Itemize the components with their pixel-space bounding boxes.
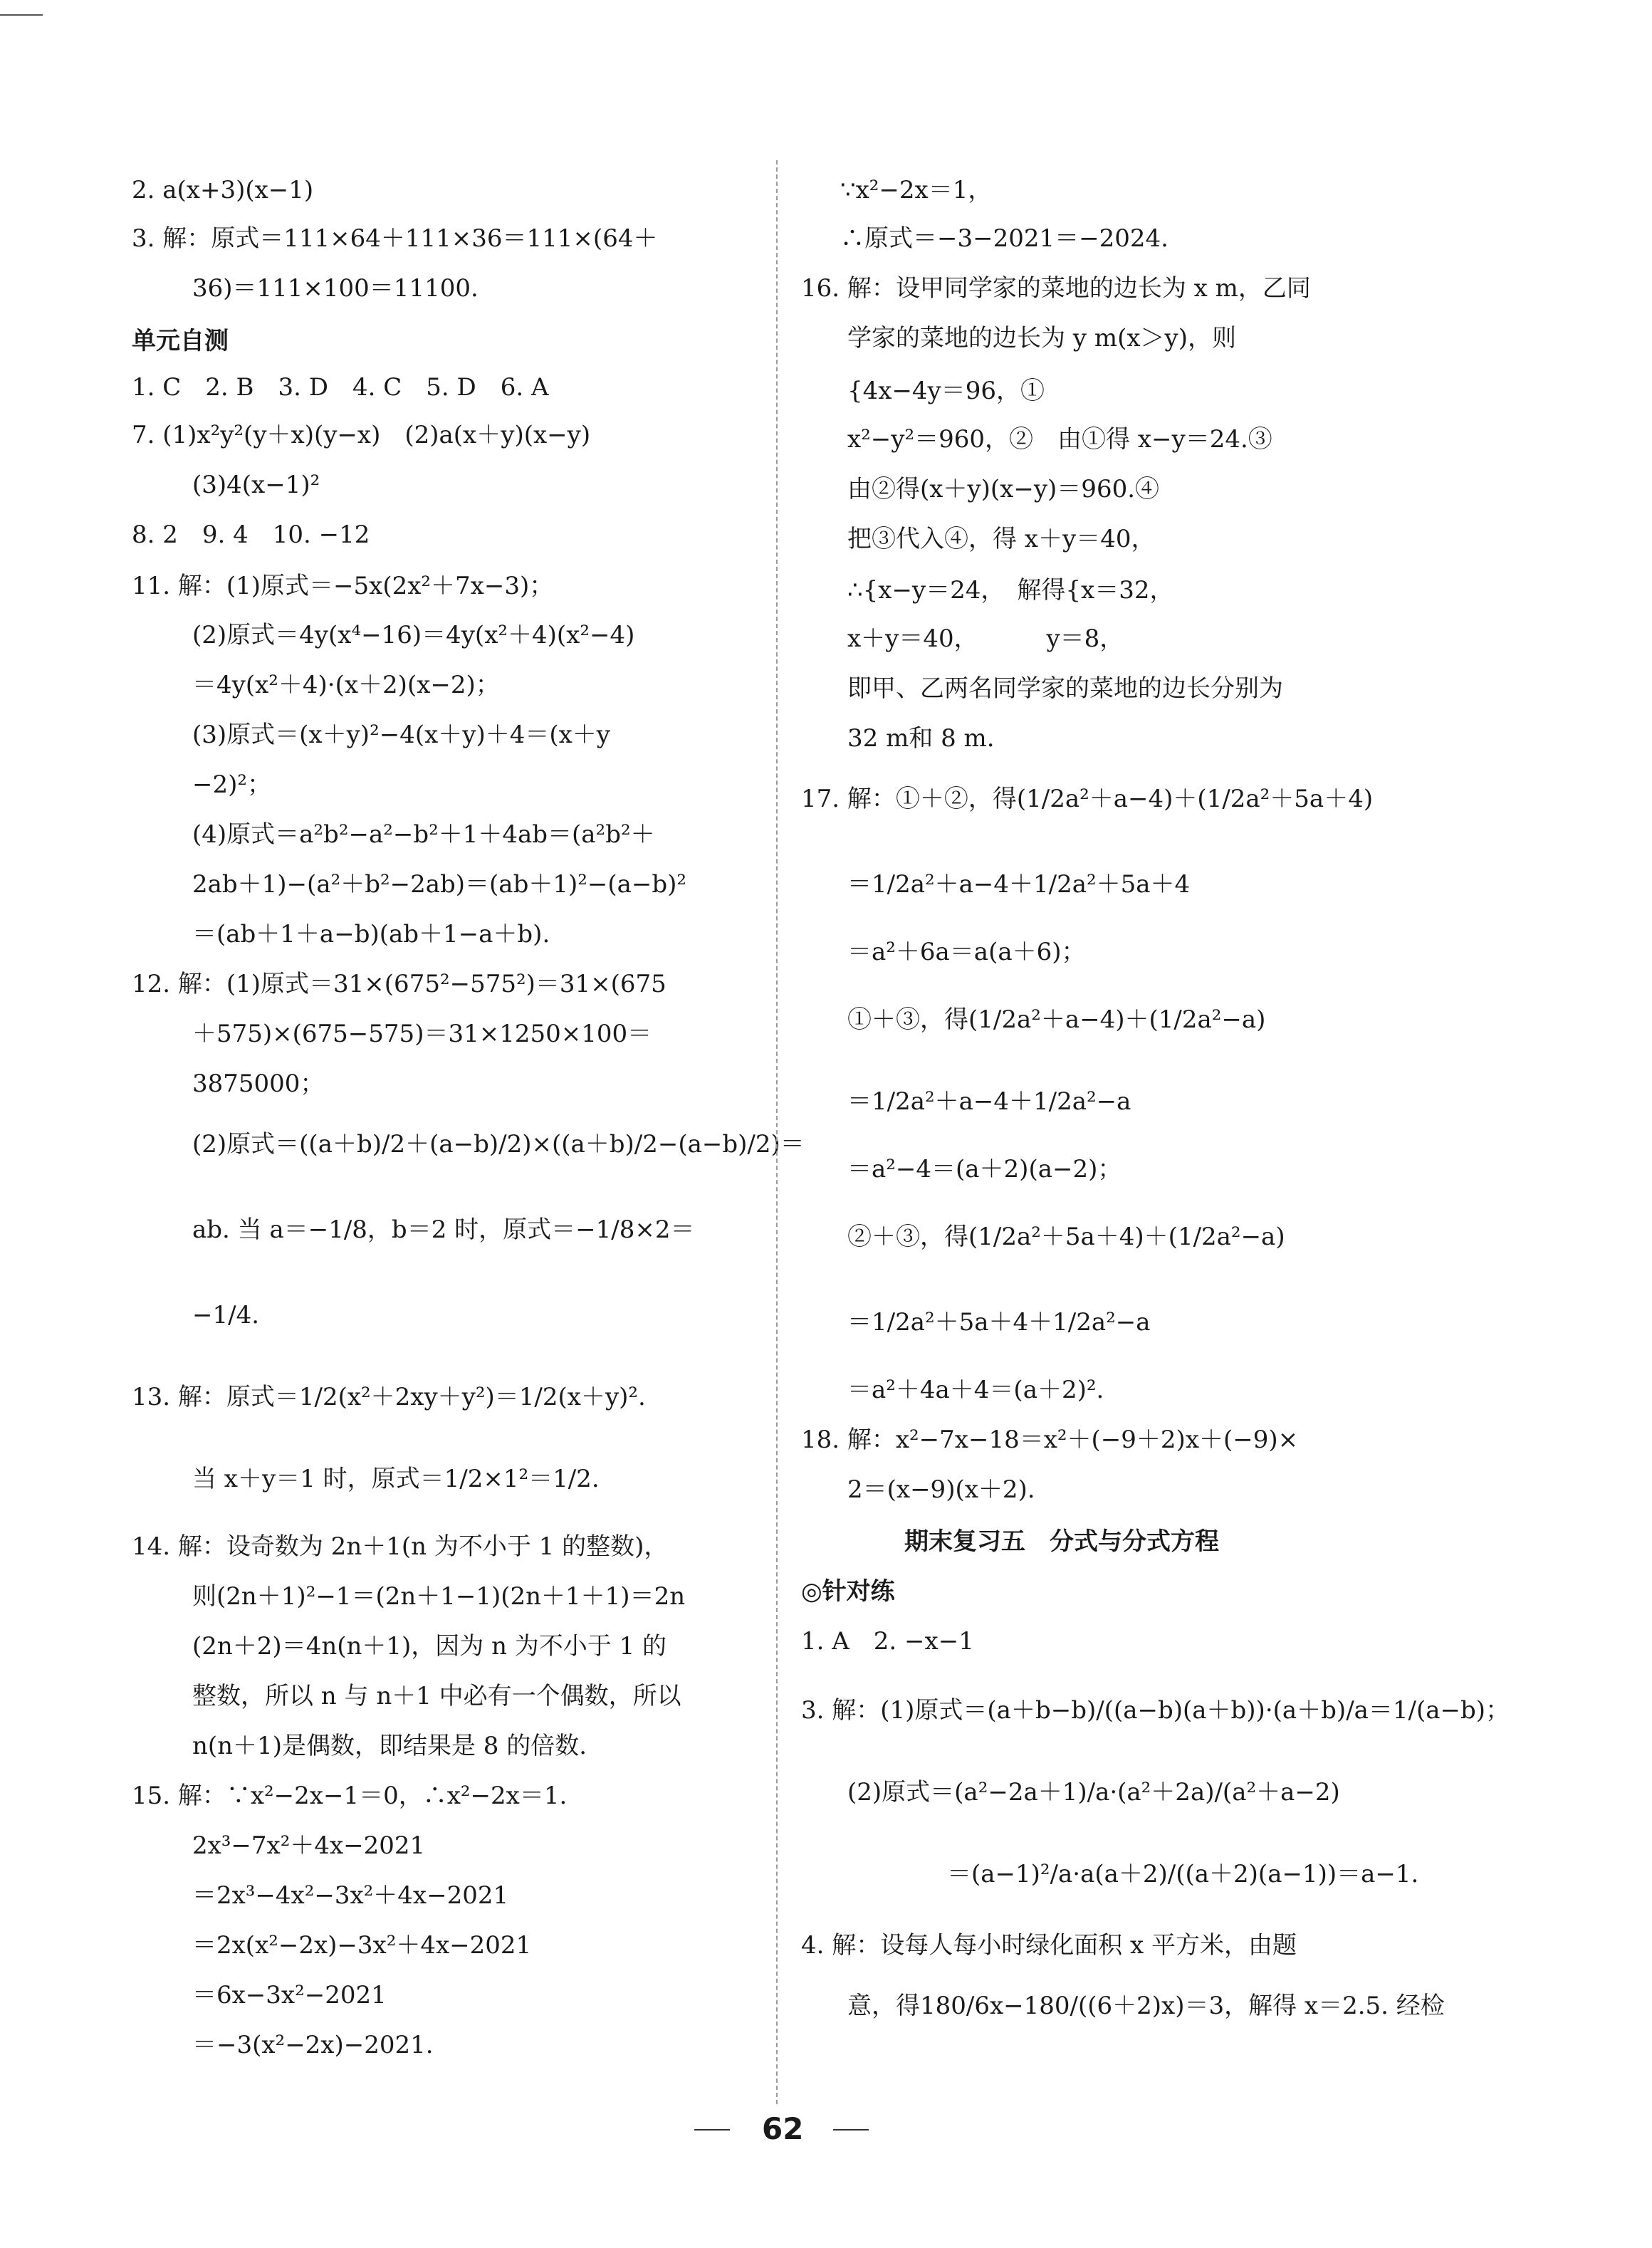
page-number: 62	[762, 2111, 804, 2146]
left-line: 整数，所以 n 与 n＋1 中必有一个偶数，所以	[192, 1682, 681, 1710]
right-line: 学家的菜地的边长为 y m(x＞y)，则	[847, 324, 1236, 352]
right-line: x＋y＝40， y＝8，	[847, 624, 1124, 653]
left-line: (2n＋2)＝4n(n＋1)，因为 n 为不小于 1 的	[192, 1632, 667, 1661]
left-line: (2)原式＝((a＋b)/2＋(a−b)/2)×((a＋b)/2−(a−b)/2)＝	[192, 1130, 805, 1159]
left-line: 3. 解：原式＝111×64＋111×36＝111×(64＋	[132, 224, 658, 253]
left-line: 36)＝111×100＝11100.	[192, 274, 479, 303]
right-line: 2＝(x−9)(x＋2).	[847, 1475, 1035, 1504]
left-line: 2x³−7x²＋4x−2021	[192, 1831, 426, 1860]
left-line: 2ab＋1)−(a²＋b²−2ab)＝(ab＋1)²−(a−b)²	[192, 870, 687, 899]
left-line: (3)4(x−1)²	[192, 471, 320, 499]
left-line: ＝4y(x²＋4)·(x＋2)(x−2)；	[192, 671, 500, 699]
right-line: 18. 解：x²−7x−18＝x²＋(−9＋2)x＋(−9)×	[801, 1426, 1299, 1454]
left-line: ＝(ab＋1＋a−b)(ab＋1−a＋b).	[192, 920, 550, 948]
left-line: ＝−3(x²−2x)−2021.	[192, 2031, 434, 2059]
left-line: ＋575)×(675−575)＝31×1250×100＝	[192, 1020, 652, 1048]
left-line: 当 x＋y＝1 时，原式＝1/2×1²＝1/2.	[192, 1465, 600, 1493]
right-line: ②＋③，得(1/2a²＋5a＋4)＋(1/2a²−a)	[847, 1223, 1285, 1251]
right-line: x²−y²＝960，② 由①得 x−y＝24.③	[847, 425, 1272, 454]
left-line: 2. a(x+3)(x−1)	[132, 176, 314, 204]
right-line: ＝a²＋4a＋4＝(a＋2)².	[847, 1376, 1104, 1404]
left-line: 8. 2 9. 4 10. −12	[132, 521, 370, 549]
left-line: 11. 解：(1)原式＝−5x(2x²＋7x−3)；	[132, 572, 554, 600]
left-line: −2)²；	[192, 770, 272, 799]
right-line: 期末复习五 分式与分式方程	[904, 1527, 1219, 1556]
left-line: (2)原式＝4y(x⁴−16)＝4y(x²＋4)(x²−4)	[192, 621, 635, 649]
right-line: ∵x²−2x＝1，	[840, 176, 993, 204]
right-line: ＝a²−4＝(a＋2)(a−2)；	[847, 1155, 1122, 1183]
right-line: ＝1/2a²＋a−4＋1/2a²＋5a＋4	[847, 870, 1191, 899]
right-line: 由②得(x＋y)(x−y)＝960.④	[847, 475, 1160, 503]
right-line: 即甲、乙两名同学家的菜地的边长分别为	[847, 674, 1283, 703]
left-line: 15. 解：∵x²−2x−1＝0，∴x²−2x＝1.	[132, 1782, 568, 1810]
left-line: 单元自测	[132, 327, 229, 355]
corner-mark	[0, 14, 43, 16]
left-line: 14. 解：设奇数为 2n＋1(n 为不小于 1 的整数)，	[132, 1532, 669, 1561]
right-line: 意，得180/6x−180/((6＋2)x)＝3，解得 x＝2.5. 经检	[847, 1992, 1445, 2020]
left-line: 则(2n＋1)²−1＝(2n＋1−1)(2n＋1＋1)＝2n	[192, 1582, 686, 1611]
left-line: ＝2x³−4x²−3x²＋4x−2021	[192, 1881, 509, 1910]
right-line: ＝a²＋6a＝a(a＋6)；	[847, 938, 1086, 966]
left-line: (3)原式＝(x＋y)²−4(x＋y)＋4＝(x＋y	[192, 721, 611, 749]
right-line: ①＋③，得(1/2a²＋a−4)＋(1/2a²−a)	[847, 1005, 1266, 1034]
left-line: ＝2x(x²−2x)−3x²＋4x−2021	[192, 1931, 532, 1960]
page-number-dash-left	[694, 2129, 730, 2131]
left-line: ab. 当 a＝−1/8，b＝2 时，原式＝−1/8×2＝	[192, 1216, 695, 1244]
right-line: 1. A 2. −x−1	[801, 1627, 974, 1656]
left-line: (4)原式＝a²b²−a²−b²＋1＋4ab＝(a²b²＋	[192, 820, 655, 849]
left-line: 13. 解：原式＝1/2(x²＋2xy＋y²)＝1/2(x＋y)².	[132, 1383, 646, 1411]
right-line: ◎针对练	[801, 1577, 895, 1606]
right-line: ＝1/2a²＋5a＋4＋1/2a²−a	[847, 1308, 1151, 1337]
left-line: 1. C 2. B 3. D 4. C 5. D 6. A	[132, 373, 549, 402]
right-line: 3. 解：(1)原式＝(a＋b−b)/((a−b)(a＋b))·(a＋b)/a＝1/(a−b)；	[801, 1696, 1510, 1725]
right-line: ＝(a−1)²/a·a(a＋2)/((a＋2)(a−1))＝a−1.	[947, 1860, 1419, 1888]
right-line: 17. 解：①＋②，得(1/2a²＋a−4)＋(1/2a²＋5a＋4)	[801, 785, 1374, 813]
right-line: 32 m和 8 m.	[847, 724, 995, 753]
right-line: 把③代入④，得 x＋y＝40，	[847, 525, 1156, 553]
right-line: ＝1/2a²＋a−4＋1/2a²−a	[847, 1087, 1131, 1116]
left-line: ＝6x−3x²−2021	[192, 1981, 387, 2009]
column-divider	[776, 160, 778, 2104]
left-line: 7. (1)x²y²(y＋x)(y−x) (2)a(x＋y)(x−y)	[132, 421, 591, 449]
left-line: 12. 解：(1)原式＝31×(675²−575²)＝31×(675	[132, 970, 666, 998]
right-line: 4. 解：设每人每小时绿化面积 x 平方米，由题	[801, 1931, 1297, 1960]
left-line: n(n＋1)是偶数，即结果是 8 的倍数.	[192, 1732, 587, 1760]
right-line: ∴原式＝−3−2021＝−2024.	[840, 224, 1169, 253]
right-line: (2)原式＝(a²−2a＋1)/a·(a²＋2a)/(a²＋a−2)	[847, 1778, 1340, 1807]
left-line: 3875000；	[192, 1070, 325, 1098]
right-line: {4x−4y＝96，①	[847, 377, 1045, 405]
left-line: −1/4.	[192, 1301, 260, 1329]
page-number-dash-right	[833, 2129, 869, 2131]
right-line: ∴{x−y＝24， 解得{x＝32，	[847, 576, 1174, 605]
right-line: 16. 解：设甲同学家的菜地的边长为 x m，乙同	[801, 274, 1311, 303]
